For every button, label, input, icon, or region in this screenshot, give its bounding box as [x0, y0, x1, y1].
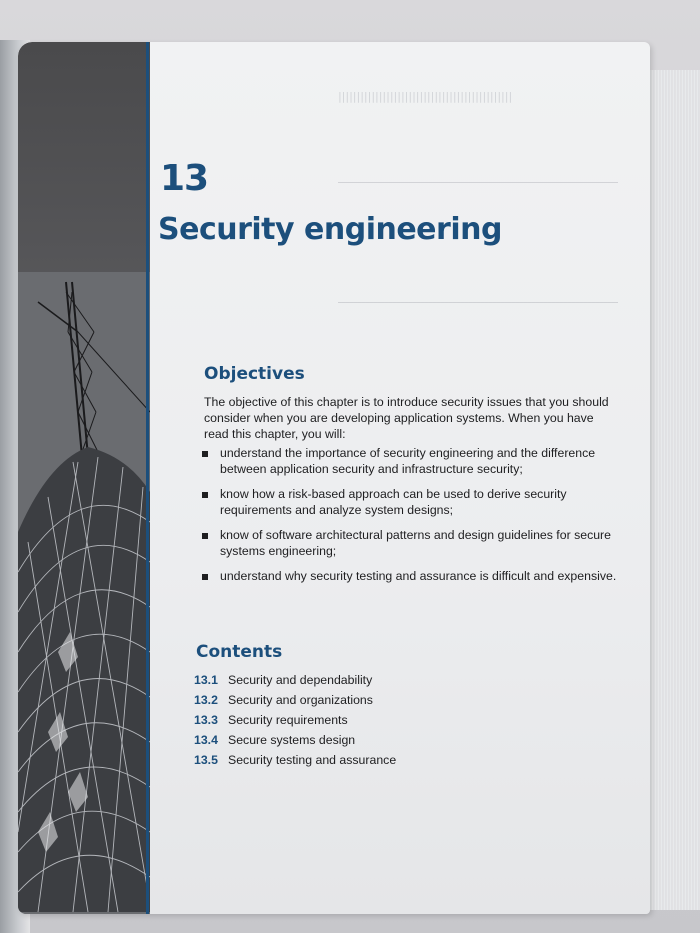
toc-entry [194, 690, 396, 710]
toc-entry [194, 750, 396, 770]
contents-heading: Contents [196, 642, 283, 662]
tower-crane-photo [18, 272, 150, 914]
book-page [18, 42, 650, 914]
show-through-rule [338, 302, 618, 303]
square-bullet-icon [202, 451, 208, 457]
list-item [202, 569, 622, 585]
section-title: Security testing and assurance [228, 753, 397, 767]
section-title: Security requirements [228, 713, 348, 727]
section-number: 13.1 [194, 673, 218, 687]
objective-text: understand why security testing and assurance is difficult and expensive. [220, 569, 617, 583]
toc-entry [194, 670, 396, 690]
chapter-title: Security engineering [158, 212, 502, 247]
section-title: Security and dependability [228, 673, 373, 687]
table-of-contents [194, 670, 396, 770]
square-bullet-icon [202, 533, 208, 539]
list-item [202, 528, 622, 559]
chapter-number: 13 [160, 158, 209, 199]
objectives-list [202, 446, 622, 595]
section-number: 13.4 [194, 733, 218, 747]
show-through-rule [338, 182, 618, 183]
section-title: Secure systems design [228, 733, 356, 747]
book-page-edges [648, 70, 700, 910]
chapter-rule [146, 42, 149, 914]
objective-text: know how a risk-based approach can be used to derive security requirements and analyze system designs; [220, 487, 567, 517]
list-item [202, 487, 622, 518]
objective-text: know of software architectural patterns and design guidelines for secure systems engineering; [220, 528, 611, 558]
square-bullet-icon [202, 492, 208, 498]
section-number: 13.3 [194, 713, 218, 727]
section-number: 13.2 [194, 693, 218, 707]
toc-entry [194, 710, 396, 730]
show-through-text: ||||||||||||||||||||||||||||||||||||||||||||||| [338, 90, 513, 103]
square-bullet-icon [202, 574, 208, 580]
section-number: 13.5 [194, 753, 218, 767]
objective-text: understand the importance of security engineering and the difference between application security and infrastructure security; [220, 446, 596, 476]
objectives-intro: The objective of this chapter is to introduce security issues that you should consider when you are developing application systems. When you have read this chapter, you will: [204, 395, 609, 441]
objectives-heading: Objectives [204, 364, 305, 384]
toc-entry [194, 730, 396, 750]
section-title: Security and organizations [228, 693, 373, 707]
list-item [202, 446, 622, 477]
